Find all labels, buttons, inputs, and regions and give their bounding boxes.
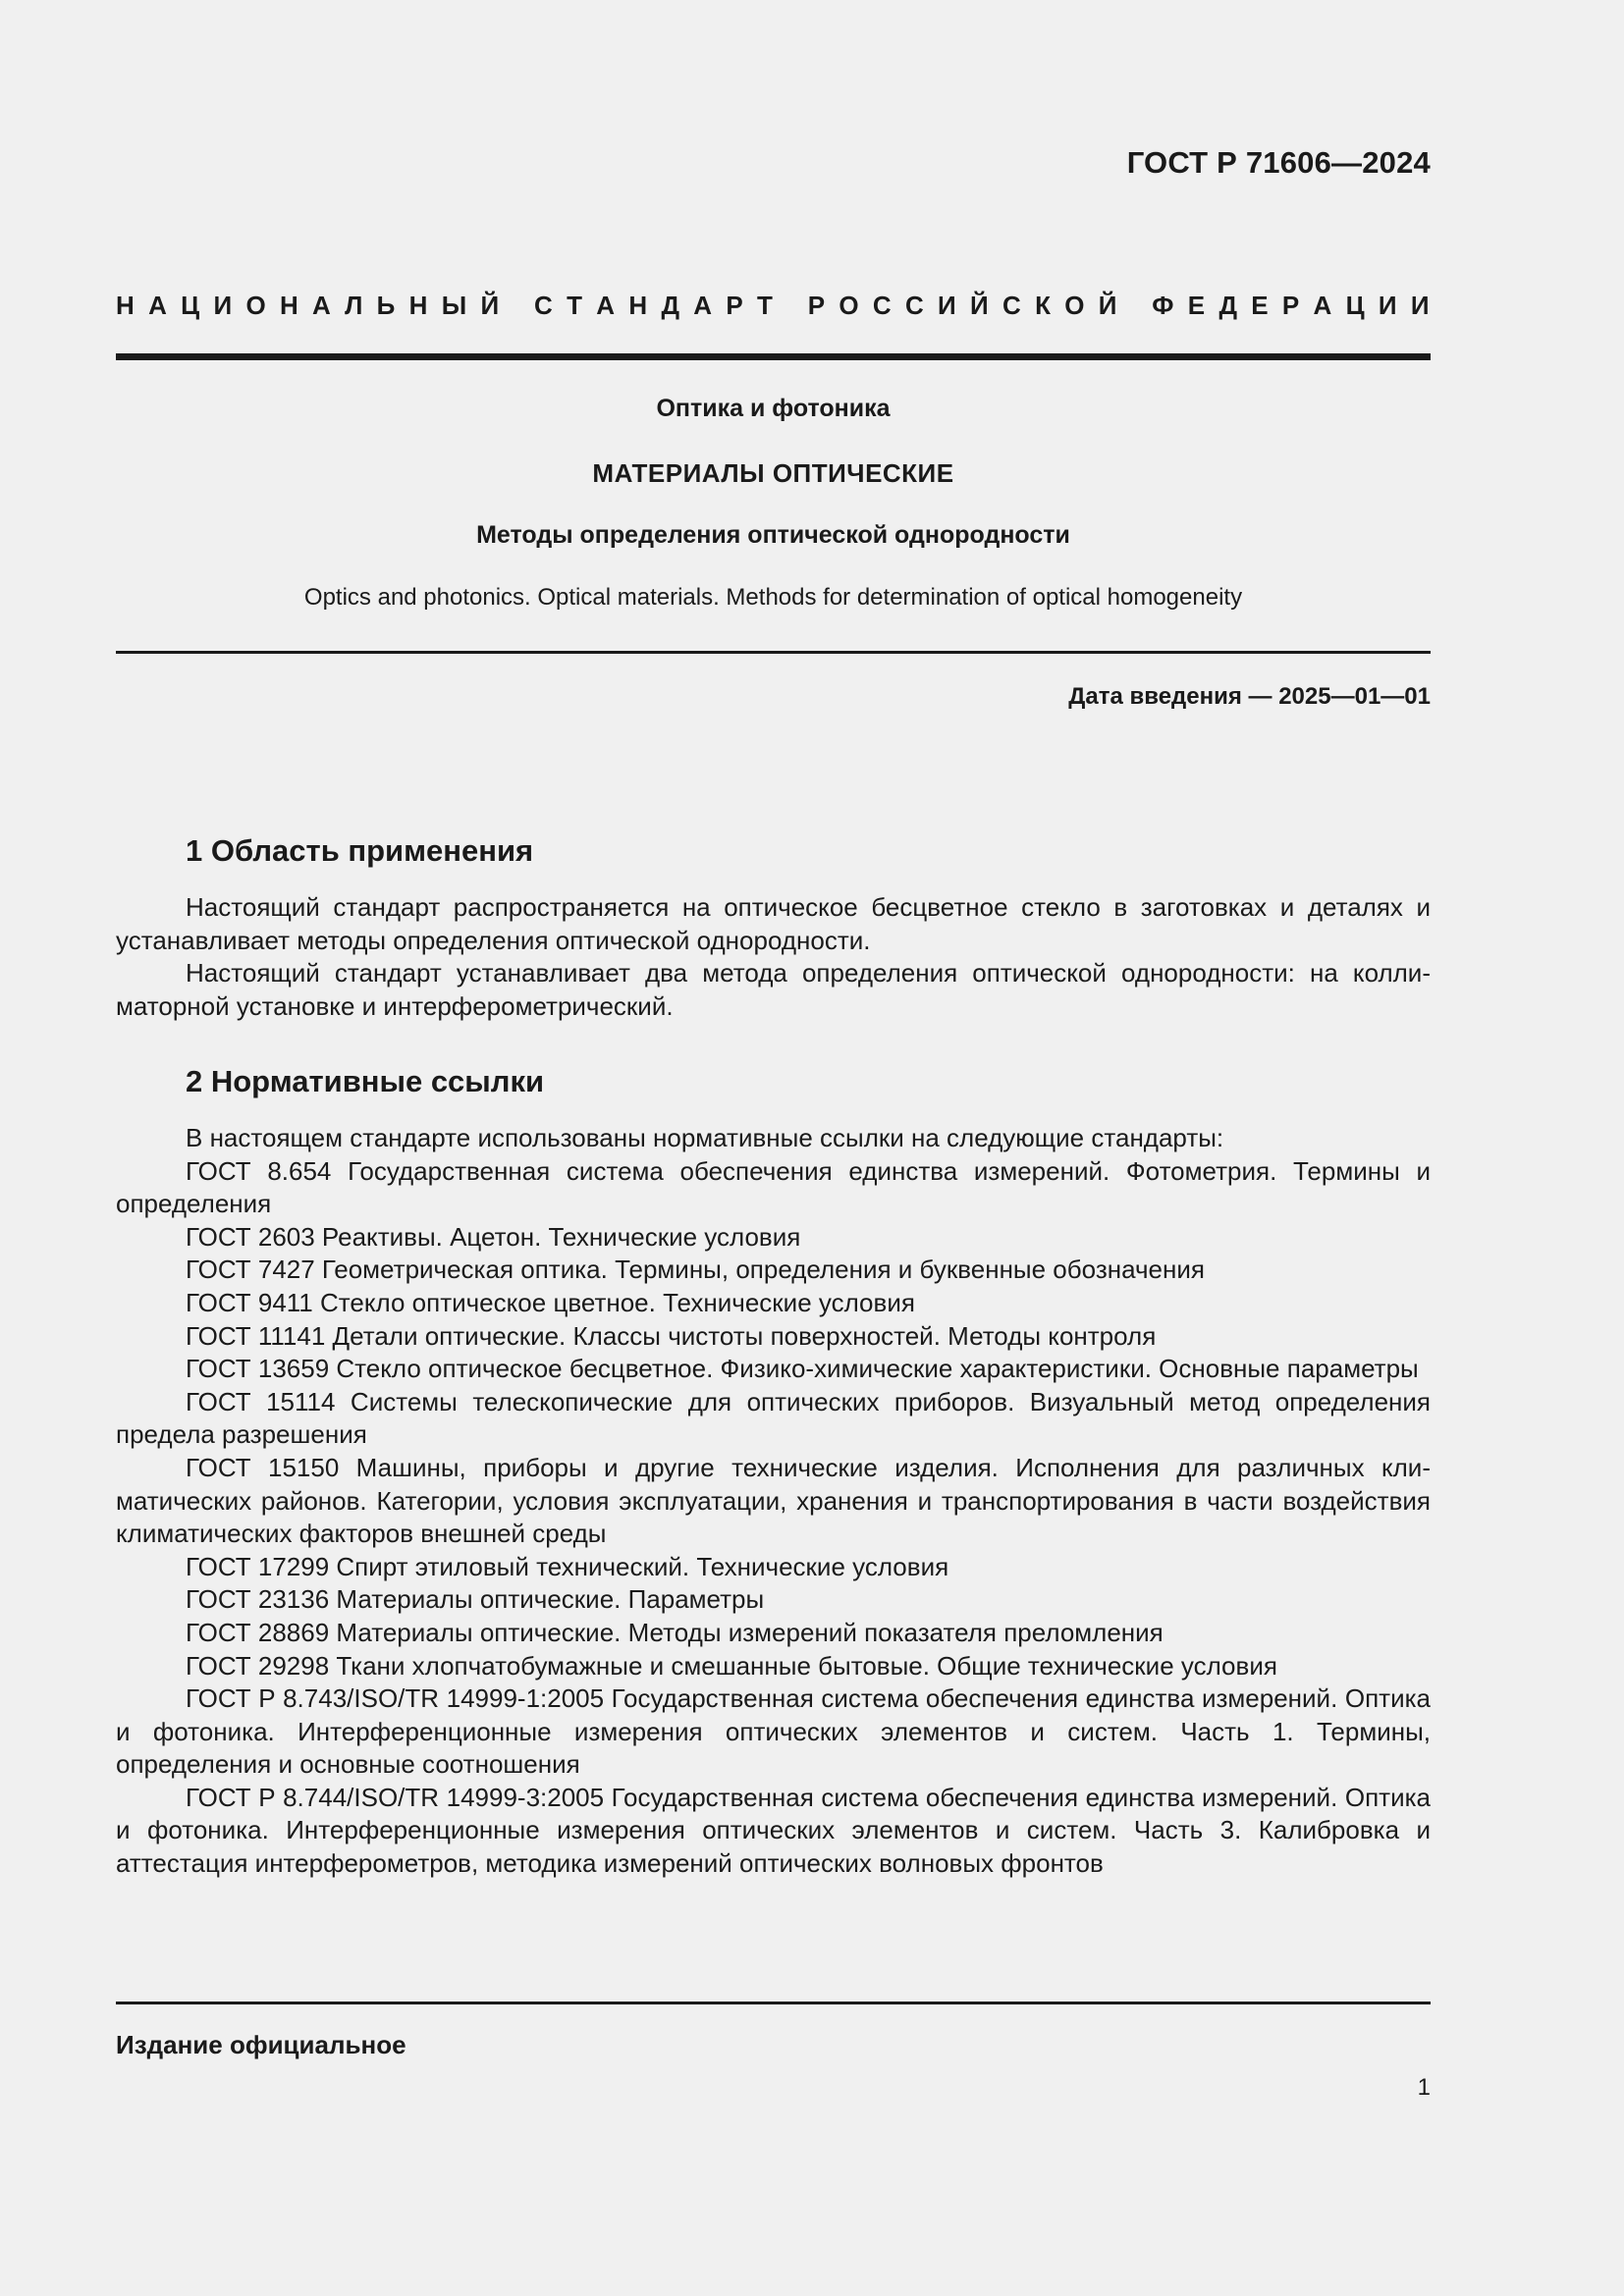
banner-letter: Й [480,291,500,320]
banner-letter: Е [1251,291,1269,320]
standard-code: ГОСТ Р 71606—2024 [1126,145,1431,180]
banner-letter: А [148,291,167,320]
banner-letter: Ц [1345,291,1365,320]
banner-letter: С [1002,291,1021,320]
banner-letter: О [839,291,859,320]
section1-heading: 1 Область применения [186,833,534,868]
banner-letter: Д [1218,291,1237,320]
date-introduction: Дата введения — 2025—01—01 [1068,683,1431,710]
banner-letter: А [596,291,616,320]
section2-intro: В настоящем стандарте использованы нормативные ссылки на следующие стандарты: [186,1123,1224,1152]
official-edition-label: Издание официальное [116,2030,406,2059]
reference-item: ГОСТ 8.654 Государственная система обеспечения единства измерений. Фотометрия. Термины и определения [116,1155,1431,1219]
reference-item: ГОСТ Р 8.744/ISO/TR 14999-3:2005 Государственная система обеспечения единства измерений. Оптика и фотоника. Интерференционные измерения оптических элементов и систем. Часть 3. Калибровка и аттестация интерферометров, методика измерений оптических волновых фронтов [116,1782,1431,1879]
reference-item: ГОСТ 23136 Материалы оптические. Параметры [186,1584,765,1615]
banner-letter: Т [756,291,773,320]
banner-letter: С [904,291,924,320]
national-standard-banner [116,291,1430,321]
title-main: МАТЕРИАЛЫ ОПТИЧЕСКИЕ [592,458,954,488]
reference-item: ГОСТ 28869 Материалы оптические. Методы измерений показателя преломления [186,1617,1164,1647]
section2-heading: 2 Нормативные ссылки [186,1064,545,1098]
reference-item: ГОСТ 9411 Стекло оптическое цветное. Технические условия [186,1287,915,1317]
banner-letter: Т [567,291,582,320]
reference-item: ГОСТ 2603 Реактивы. Ацетон. Технические условия [186,1221,801,1252]
banner-letter: О [245,291,266,320]
banner-letter: И [938,291,956,320]
banner-letter: А [1313,291,1332,320]
header-divider-thick [116,353,1431,360]
banner-letter: Й [1098,291,1117,320]
footer-divider [116,2002,1431,2004]
banner-letter: И [213,291,233,320]
banner-letter: С [534,291,553,320]
banner-letter: А [693,291,713,320]
banner-letter: С [872,291,892,320]
banner-letter: Р [726,291,743,320]
banner-letter: Ф [1152,291,1174,320]
section2-body [116,1122,1431,1881]
banner-letter: Й [970,291,989,320]
banner-letter: К [1035,291,1051,320]
banner-letter: И [1378,291,1397,320]
page-number: 1 [1417,2074,1431,2101]
reference-item: ГОСТ Р 8.743/ISO/TR 14999-1:2005 Государственная система обеспечения единства измерений. Оптика и фотоника. Интерференционные измерения оптических элементов и систем. Часть 1. Термины, определения и основные соотношения [116,1683,1431,1780]
section1-paragraph: Настоящий стандарт устанавливает два метода определения оптической однородности: на коллиматорной установке и интерферометрический. [116,958,1431,1021]
banner-letter [786,291,793,321]
banner-letter: Ц [181,291,200,320]
banner-letter: Д [661,291,679,320]
reference-item: ГОСТ 15114 Системы телескопические для оптических приборов. Визуальный метод определения предела разрешения [116,1386,1431,1450]
reference-item: ГОСТ 17299 Спирт этиловый технический. Технические условия [186,1551,949,1581]
title-english: Optics and photonics. Optical materials. Methods for determination of optical homogeneity [303,584,1243,611]
banner-letter: О [1064,291,1085,320]
banner-letter [1131,291,1138,321]
banner-letter: Р [1281,291,1300,320]
reference-item: ГОСТ 29298 Ткани хлопчатобумажные и смешанные бытовые. Общие технические условия [186,1650,1277,1681]
reference-item: ГОСТ 7427 Геометрическая оптика. Термины, определения и буквенные обозначения [186,1255,1205,1285]
banner-letter: Н [116,291,135,320]
banner-letter: А [312,291,331,320]
banner-letter: Р [807,291,826,320]
banner-letter: Н [408,291,428,320]
reference-item: ГОСТ 11141 Детали оптические. Классы чистоты поверхностей. Методы контроля [186,1320,1157,1351]
reference-item: ГОСТ 13659 Стекло оптическое бесцветное. Физико-химические характеристики. Основные параметры [186,1354,1419,1384]
banner-letter [513,291,519,321]
title-subtitle: Методы определения оптической однородности [476,521,1070,549]
section1-body [116,891,1431,1023]
section1-paragraph: Настоящий стандарт распространяется на оптическое бесцветное стекло в заготовках и деталях и устанавливает методы определения оптической однородности. [116,892,1431,955]
title-field: Оптика и фотоника [656,395,891,422]
banner-letter: Л [345,291,363,320]
banner-letter: Н [279,291,298,320]
reference-item: ГОСТ 15150 Машины, приборы и другие технические изделия. Исполнения для различных климатических районов. Категории, условия эксплуатации, хранения и транспортирования в части воздействия климатических факторов внешней среды [116,1452,1431,1549]
banner-letter: И [1410,291,1430,320]
banner-letter: Ы [441,291,467,320]
banner-letter: Е [1187,291,1206,320]
title-divider [116,651,1431,654]
banner-letter: Н [628,291,648,320]
banner-letter: Ь [376,291,396,320]
